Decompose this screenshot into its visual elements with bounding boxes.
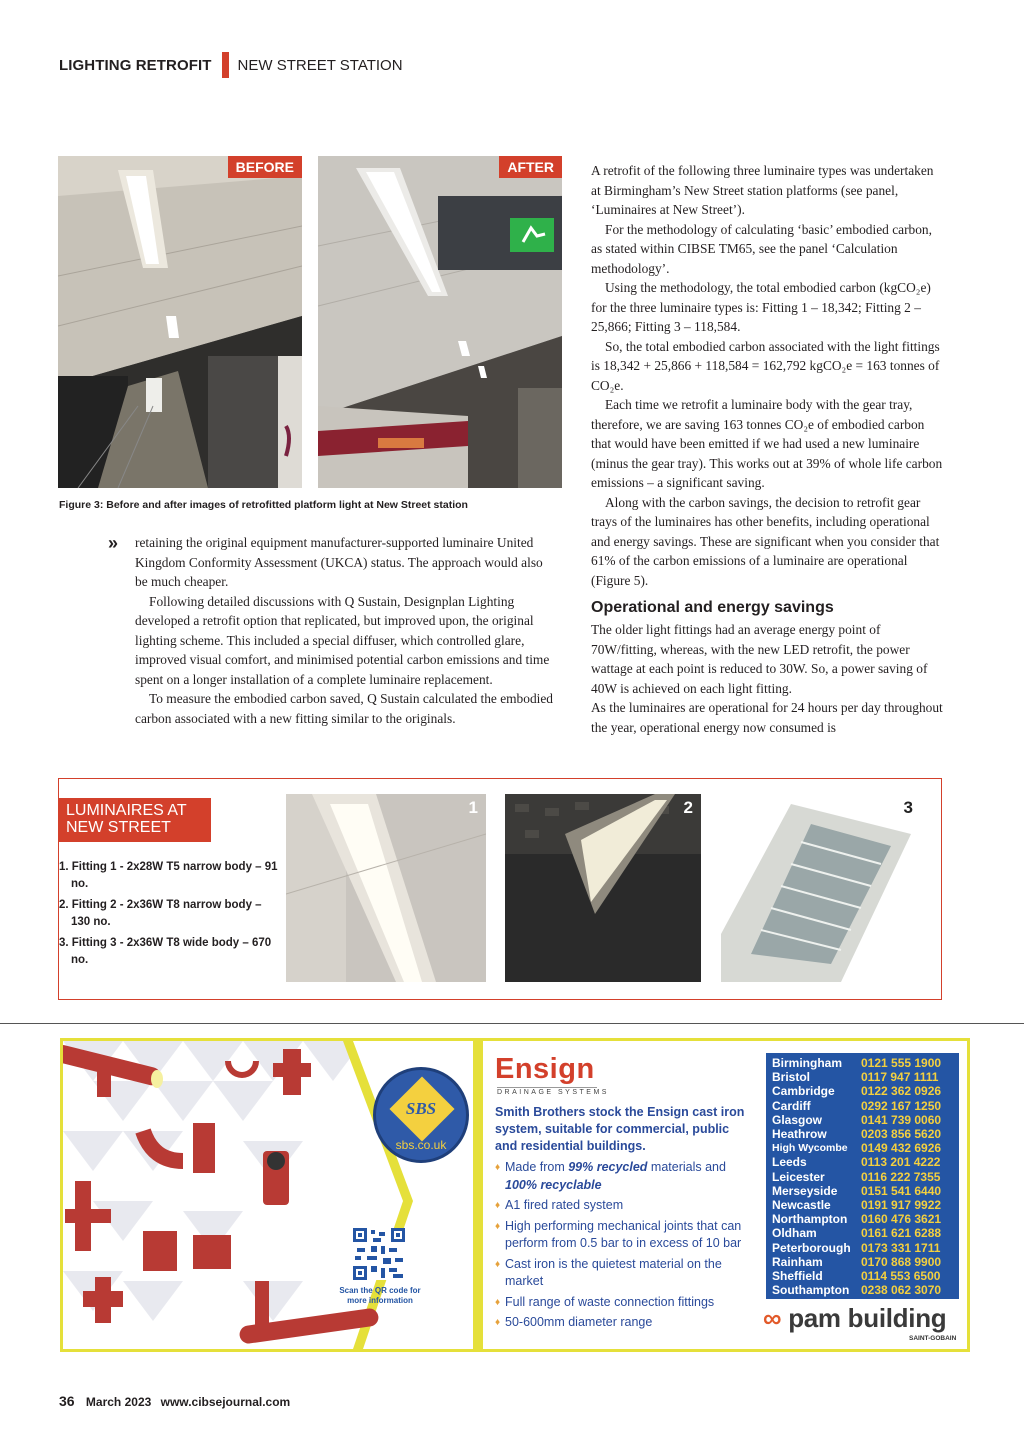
branch-row bbox=[772, 1255, 955, 1269]
page-header bbox=[59, 52, 403, 78]
branch-row bbox=[772, 1141, 955, 1155]
branch-row bbox=[772, 1127, 955, 1141]
branch-city: Merseyside bbox=[772, 1183, 838, 1198]
before-label: BEFORE bbox=[228, 156, 302, 178]
branch-row bbox=[772, 1212, 955, 1226]
after-label: AFTER bbox=[499, 156, 562, 178]
sbs-logo-circle bbox=[373, 1067, 469, 1163]
left-paragraph-1: retaining the original equipment manufacturer-supported luminaire United Kingdom Conformity Assessment (UKCA) status. The approach would also be much cheaper. bbox=[135, 535, 543, 589]
branch-city: Rainham bbox=[772, 1254, 823, 1269]
right-paragraph-3: Using the methodology, the total embodied carbon (kgCO₂e) for the three luminaire types is: Fitting 1 – 18,342; Fitting 2 – 25,866; Fitting 3 – 118,584. bbox=[591, 280, 931, 334]
branch-city: Glasgow bbox=[772, 1112, 823, 1127]
branch-row bbox=[772, 1056, 955, 1070]
ensign-logo: Ensign bbox=[495, 1053, 595, 1085]
ad-feature-item bbox=[495, 1294, 755, 1312]
branch-row bbox=[772, 1099, 955, 1113]
branch-city: High Wycombe bbox=[772, 1142, 848, 1155]
feature-text: Cast iron is the quietest material on the market bbox=[505, 1256, 722, 1288]
luminaires-panel bbox=[58, 778, 942, 1000]
feature-text: Full range of waste connection fittings bbox=[505, 1294, 715, 1309]
branch-phone[interactable]: 0191 917 9922 bbox=[861, 1198, 942, 1213]
ensign-logo-rule bbox=[497, 1087, 597, 1088]
section-title: LIGHTING RETROFIT bbox=[59, 56, 212, 74]
sbs-logo-text: SBS bbox=[405, 1099, 437, 1118]
branch-row bbox=[772, 1070, 955, 1084]
branch-row bbox=[772, 1170, 955, 1184]
branch-city: Cardiff bbox=[772, 1098, 811, 1113]
ad-feature-item bbox=[495, 1197, 755, 1215]
branch-phone[interactable]: 0113 201 4222 bbox=[861, 1155, 941, 1170]
ad-intro-text: Smith Brothers stock the Ensign cast iron system, suitable for commercial, public and residential buildings. bbox=[495, 1105, 745, 1153]
pam-logo-text: pam building bbox=[788, 1303, 947, 1333]
branch-city: Newcastle bbox=[772, 1198, 831, 1213]
branch-row bbox=[772, 1283, 955, 1297]
diamond-bullet-icon: ♦ bbox=[495, 1220, 501, 1232]
branch-row bbox=[772, 1084, 955, 1098]
journal-url[interactable]: www.cibsejournal.com bbox=[160, 1395, 291, 1409]
branch-city: Bristol bbox=[772, 1070, 811, 1085]
panel-title: LUMINAIRES AT NEW STREET bbox=[59, 798, 211, 842]
fitting-1-number: 1 bbox=[468, 798, 478, 817]
branch-phone[interactable]: 0122 362 0926 bbox=[861, 1084, 942, 1099]
header-divider bbox=[222, 52, 229, 78]
branch-phone[interactable]: 0151 541 6440 bbox=[861, 1183, 942, 1198]
saint-gobain-label: SAINT-GOBAIN bbox=[909, 1335, 957, 1342]
branch-row bbox=[772, 1269, 955, 1283]
fitting-3-image bbox=[721, 794, 921, 982]
branch-phone[interactable]: 0141 739 0060 bbox=[861, 1112, 942, 1127]
branch-row bbox=[772, 1155, 955, 1169]
fitting-3-number: 3 bbox=[903, 798, 913, 817]
luminaire-list bbox=[59, 859, 279, 973]
fitting-3-photo bbox=[721, 794, 921, 982]
branch-row bbox=[772, 1226, 955, 1240]
branch-city: Northampton bbox=[772, 1212, 848, 1227]
page-number: 36 bbox=[59, 1393, 75, 1409]
right-paragraph-2: For the methodology of calculating ‘basic’ embodied carbon, as stated within CIBSE TM65, see the panel ‘Calculation methodology’. bbox=[591, 221, 932, 276]
branch-phone[interactable]: 0292 167 1250 bbox=[861, 1098, 942, 1113]
feature-text: 50-600mm diameter range bbox=[505, 1315, 653, 1329]
diamond-bullet-icon: ♦ bbox=[495, 1296, 501, 1308]
luminaire-item-1: 1. Fitting 1 - 2x28W T5 narrow body – 91 no. bbox=[59, 861, 278, 890]
branch-row bbox=[772, 1184, 955, 1198]
left-paragraph-3: To measure the embodied carbon saved, Q Sustain calculated the embodied carbon associated with a new fitting similar to the originals. bbox=[135, 691, 553, 726]
operational-savings-heading: Operational and energy savings bbox=[591, 599, 834, 616]
branch-phone[interactable]: 0170 868 9900 bbox=[861, 1254, 942, 1269]
branch-city: Sheffield bbox=[772, 1269, 823, 1284]
branch-city: Leeds bbox=[772, 1155, 807, 1170]
luminaire-item-3: 3. Fitting 3 - 2x36W T8 wide body – 670 no. bbox=[59, 937, 272, 966]
feature-text: materials and bbox=[647, 1160, 726, 1174]
branch-city: Peterborough bbox=[772, 1240, 851, 1255]
branch-city: Birmingham bbox=[772, 1056, 843, 1070]
branch-phone[interactable]: 0238 062 3070 bbox=[861, 1283, 942, 1298]
branch-city: Leicester bbox=[772, 1169, 825, 1184]
branch-city: Oldham bbox=[772, 1226, 817, 1241]
ensign-logo-subtitle: DRAINAGE SYSTEMS bbox=[497, 1089, 609, 1096]
after-photo bbox=[318, 156, 562, 488]
left-paragraph-2: Following detailed discussions with Q Sustain, Designplan Lighting developed a retrofit option that replicated, but improved upon, the original lighting scheme. This included a special diffuser, which controlled glare, improved visual comfort, and minimised potential carbon emissions and time spent on a longer installation of a complete luminaire replacement. bbox=[135, 593, 550, 687]
feature-text: Made from bbox=[505, 1160, 569, 1174]
luminaire-item-2: 2. Fitting 2 - 2x36W T8 narrow body – 130 no. bbox=[59, 899, 262, 928]
left-text-column bbox=[135, 533, 557, 728]
branch-phone-list bbox=[766, 1053, 959, 1299]
branch-phone[interactable]: 0203 856 5620 bbox=[861, 1127, 942, 1142]
fitting-1-image bbox=[286, 794, 486, 982]
feature-text: A1 fired rated system bbox=[505, 1198, 624, 1212]
feature-emphasis: 100% recyclable bbox=[505, 1177, 602, 1192]
branch-phone[interactable]: 0116 222 7355 bbox=[861, 1169, 941, 1184]
before-photo bbox=[58, 156, 302, 488]
branch-city: Southampton bbox=[772, 1283, 850, 1298]
ad-feature-list bbox=[495, 1159, 755, 1335]
branch-row bbox=[772, 1198, 955, 1212]
fitting-1-photo bbox=[286, 794, 486, 982]
ad-feature-item bbox=[495, 1256, 755, 1291]
right-paragraph-8: As the luminaires are operational for 24 hours per day throughout the year, operational energy now consumed is bbox=[591, 700, 943, 735]
branch-phone[interactable]: 0173 331 1711 bbox=[861, 1240, 941, 1255]
ad-feature-item bbox=[495, 1314, 755, 1332]
fitting-2-photo bbox=[505, 794, 701, 982]
branch-phone[interactable]: 0160 476 3621 bbox=[861, 1212, 942, 1227]
right-paragraph-5: Each time we retrofit a luminaire body with the gear tray, therefore, we are saving 163 tonnes CO₂e of embodied carbon that would have been emitted if we had used a new luminaire (minus the gear tray). This works out at 39% of whole life carbon emissions – a significant saving. bbox=[591, 397, 943, 490]
right-paragraph-4: So, the total embodied carbon associated with the light fittings is 18,342 + 25,866 + 118,584 = 162,792 kgCO₂e = 163 tonnes of CO₂e. bbox=[591, 338, 940, 393]
feature-emphasis: 99% recycled bbox=[568, 1160, 648, 1174]
continuation-chevron: » bbox=[108, 533, 119, 553]
branch-phone[interactable]: 0121 555 1900 bbox=[861, 1056, 942, 1070]
ad-feature-item bbox=[495, 1218, 755, 1253]
fitting-2-image bbox=[505, 794, 701, 982]
branch-row bbox=[772, 1113, 955, 1127]
ad-feature-item bbox=[495, 1159, 755, 1194]
right-paragraph-7: The older light fittings had an average energy point of 70W/fitting, whereas, with the new LED retrofit, the power wattage at each point is reduced to 30W. So, a power saving of 40W is achieved on each light fitting. bbox=[591, 622, 928, 696]
pam-logo-icon: ∞ bbox=[763, 1303, 782, 1333]
figure-caption: Figure 3: Before and after images of retrofitted platform light at New Street station bbox=[59, 499, 468, 511]
subsection-title: NEW STREET STATION bbox=[237, 56, 403, 74]
diamond-bullet-icon: ♦ bbox=[495, 1162, 501, 1173]
diamond-bullet-icon: ♦ bbox=[495, 1258, 501, 1270]
right-text-column bbox=[591, 161, 943, 737]
diamond-bullet-icon: ♦ bbox=[495, 1317, 501, 1328]
branch-phone[interactable]: 0161 621 6288 bbox=[861, 1226, 942, 1241]
after-platform-image bbox=[318, 156, 562, 488]
ad-divider-rule bbox=[0, 1023, 1024, 1024]
ensign-advertisement bbox=[60, 1038, 970, 1352]
branch-phone[interactable]: 0117 947 1111 bbox=[861, 1070, 939, 1085]
qr-code-icon[interactable] bbox=[353, 1228, 405, 1280]
branch-city: Heathrow bbox=[772, 1127, 827, 1142]
diamond-bullet-icon: ♦ bbox=[495, 1200, 501, 1211]
branch-row bbox=[772, 1241, 955, 1255]
page-footer bbox=[59, 1393, 290, 1409]
branch-phone[interactable]: 0149 432 6926 bbox=[861, 1141, 942, 1156]
issue-date: March 2023 bbox=[85, 1395, 152, 1409]
branch-city: Cambridge bbox=[772, 1084, 835, 1099]
branch-phone[interactable]: 0114 553 6500 bbox=[861, 1269, 941, 1284]
right-paragraph-1: A retrofit of the following three luminaire types was undertaken at Birmingham’s New Street station platforms (see panel, ‘Luminaires at New Street’). bbox=[591, 163, 934, 217]
right-paragraph-6: Along with the carbon savings, the decision to retrofit gear trays of the luminaires has other benefits, including operational and energy savings. These are significant when you consider that 61% of the carbon emissions of a luminaire are operational (Figure 5). bbox=[591, 494, 940, 588]
before-platform-image bbox=[58, 156, 302, 488]
pam-building-logo bbox=[763, 1303, 946, 1334]
fitting-2-number: 2 bbox=[683, 798, 693, 817]
sbs-url[interactable]: sbs.co.uk bbox=[395, 1138, 447, 1152]
feature-text: High performing mechanical joints that can perform from 0.5 bar to in excess of 10 bar bbox=[505, 1218, 742, 1250]
qr-caption: Scan the QR code for more information bbox=[339, 1286, 421, 1305]
